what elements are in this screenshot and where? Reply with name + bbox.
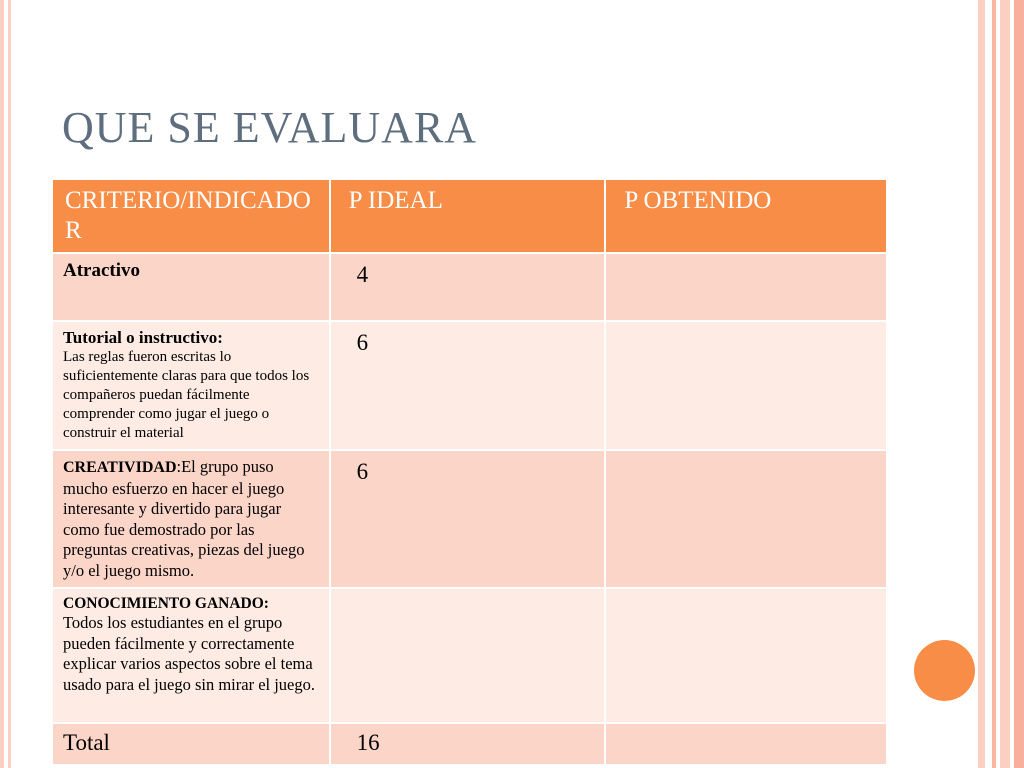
frame-stripe-left-inner [8, 0, 11, 768]
criterion-label: CREATIVIDAD [63, 459, 177, 476]
criterion-text [63, 457, 319, 581]
frame-stripe-right-3 [1000, 0, 1010, 768]
table-row-total [52, 723, 887, 765]
obtained-cell[interactable] [605, 321, 887, 450]
ideal-value: 6 [356, 459, 369, 484]
obtained-cell[interactable] [605, 253, 887, 321]
table-row [52, 588, 887, 723]
criterion-cell [52, 588, 330, 723]
table-header-row [52, 179, 887, 253]
ideal-cell [330, 450, 606, 588]
total-obtained-cell[interactable] [605, 723, 887, 765]
ideal-cell [330, 588, 606, 723]
criterion-label: CONOCIMIENTO GANADO: [63, 595, 269, 612]
decorative-circle [914, 640, 975, 701]
header-p-ideal: P IDEAL [330, 179, 606, 253]
criterion-description: Las reglas fueron escritas lo suficientemente claras para que todos los compañeros puedan fácilmente comprender como jugar el juego o construir el material [63, 349, 310, 441]
criterion-label: Tutorial o instructivo: [63, 328, 223, 347]
criterion-cell [52, 450, 330, 588]
table-row [52, 321, 887, 450]
total-label: Total [63, 730, 110, 755]
table-row [52, 450, 887, 588]
total-ideal-cell [330, 723, 606, 765]
evaluation-table [51, 178, 888, 766]
frame-stripe-right-2 [992, 0, 996, 768]
header-criterio: CRITERIO/INDICADOR [52, 179, 330, 253]
ideal-cell [330, 253, 606, 321]
total-label-cell [52, 723, 330, 765]
slide-title: QUE SE EVALUARA [62, 103, 478, 152]
criterion-label: Atractivo [63, 260, 141, 281]
obtained-cell[interactable] [605, 588, 887, 723]
total-ideal-value: 16 [356, 730, 380, 755]
frame-stripe-right-4 [1014, 0, 1024, 768]
criterion-cell [52, 321, 330, 450]
frame-stripe-left [0, 0, 4, 768]
ideal-cell [330, 321, 606, 450]
criterion-description: :El grupo puso mucho esfuerzo en hacer el juego interesante y divertido para jugar como fue demostrado por las preguntas creativas, piezas del juego y/o el juego mismo. [63, 457, 305, 580]
ideal-value [341, 595, 595, 597]
ideal-value: 6 [356, 330, 369, 355]
ideal-value: 4 [356, 262, 369, 287]
table-row [52, 253, 887, 321]
header-p-obtenido: P OBTENIDO [605, 179, 887, 253]
criterion-cell [52, 253, 330, 321]
frame-stripe-right-1 [978, 0, 985, 768]
obtained-cell[interactable] [605, 450, 887, 588]
criterion-description: Todos los estudiantes en el grupo pueden fácilmente y correctamente explicar varios aspectos sobre el tema usado para el juego sin mirar el juego. [63, 613, 316, 694]
